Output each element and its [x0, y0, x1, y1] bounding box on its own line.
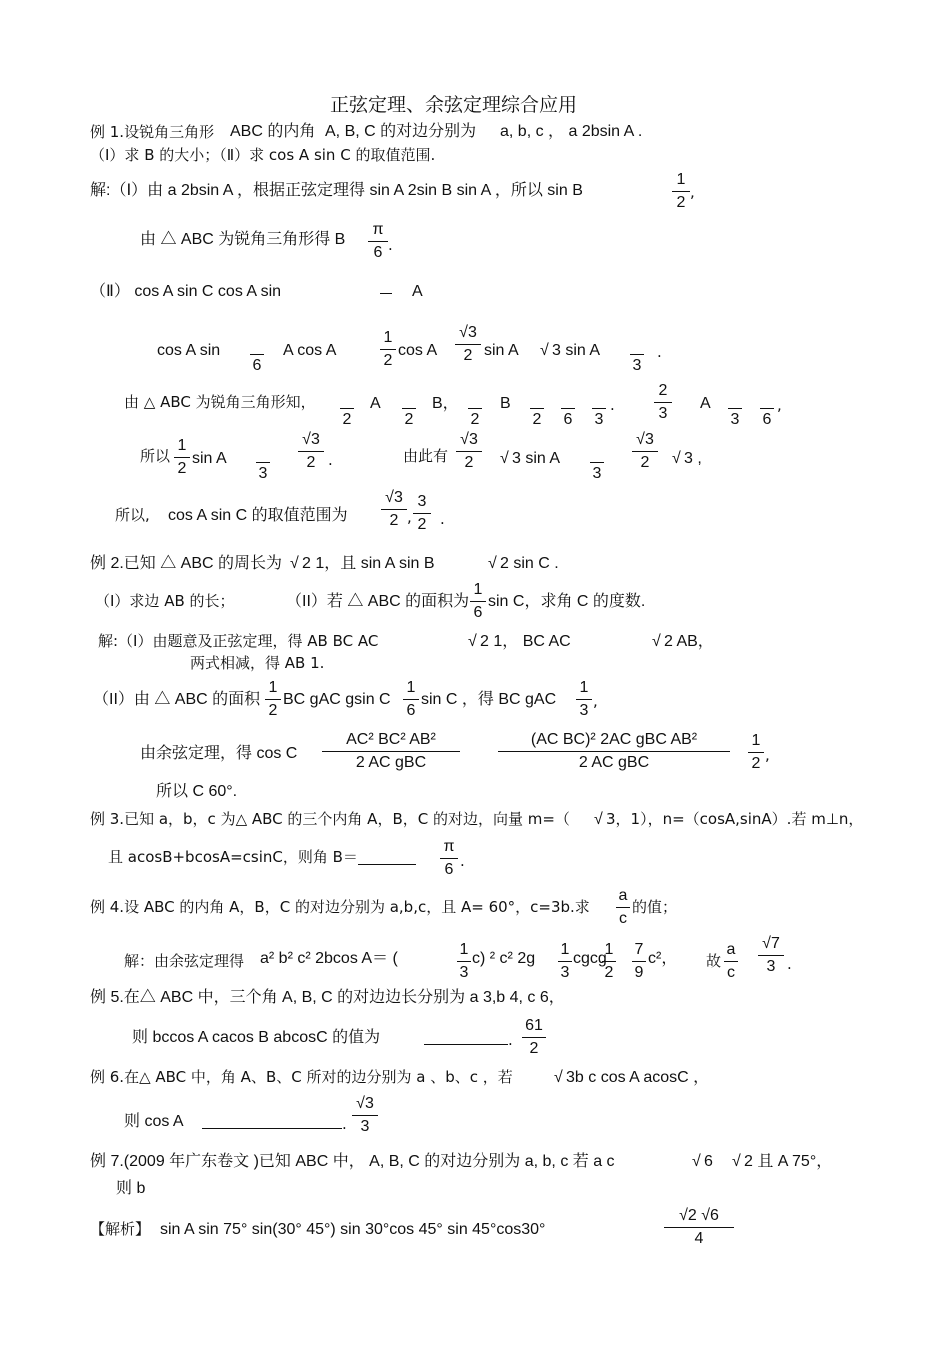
ex1-line-1b: ABC 的内角: [230, 123, 316, 140]
sol2-line-d: 由余弦定理，得 cos C: [140, 745, 298, 762]
sol1-line-a: 解:（Ⅰ）由 a 2bsin A ，根据正弦定理得 sin A 2sin B sin A ，所以 sin B: [90, 182, 583, 199]
sol7-label: 【解析】: [90, 1220, 151, 1238]
ex2-question-1: （I）求边 AB 的长；: [95, 592, 235, 610]
sol1-line-c: （Ⅱ） cos A sin C cos A sin: [90, 283, 282, 300]
ex6-line-a: 例 6.在△ ABC 中，角 A、B、C 所对的边分别为 a 、b、c ，若: [90, 1068, 513, 1086]
answer-blank[interactable]: [358, 850, 416, 865]
ex2-question-2: （II）若 △ ABC 的面积为: [286, 593, 470, 610]
ex1-question: （Ⅰ）求 B 的大小；（Ⅱ）求 cos A sin C 的取值范围.: [90, 146, 436, 164]
sol2-line-e: 所以 C 60°.: [156, 783, 238, 800]
ex3-line-c: 且 acosB+bcosA=csinC，则角 B＝: [108, 848, 358, 866]
sol1-line-b: 由 △ ABC 为锐角三角形得 B: [140, 231, 346, 248]
ex3-line-a: 例 3.已知 a，b，c 为△ ABC 的三个内角 A，B，C 的对边，向量 m=（: [90, 810, 570, 828]
answer-blank[interactable]: [202, 1114, 342, 1129]
sol1-line-d1: cos A sin: [157, 342, 221, 359]
document-page: 正弦定理、余弦定理综合应用 例 1.设锐角三角形 ABC 的内角 A, B, C 的对边分别为 a, b, c ， a 2bsin A . （Ⅰ）求 B 的大小；（Ⅱ）求 cos A sin C 的取值范围. 解:（Ⅰ）由 a 2bsin A ，根据正弦定理得 sin A 2sin B sin A ，所以 sin B $\frac{1}{2}$ , 由 △ ABC 为锐角三角形得 B $\frac{\pi}{6}$ . （Ⅱ） cos A sin C cos A sin A cos A sin 6 A cos A $\frac{1}{2}$ cos A $\frac{√3}{2}$ sin A √ 3 sin A 3 . 由 △ ABC 为锐角三角形知， 2 A 2 B， 2 B 2 6 3 . $\frac{2}{3}$ A 3 6 , 所以 $\frac{1}{2}$ sin A 3 $\frac{√3}{2}$ . 由此有 $\frac{√3}{2}$ √ 3 sin A 3 $\frac{√3}{2}$ √ 3 , 所以, cos A sin C 的取值范围为 $\frac{√3}{2}$ , $\frac{3}{2}$ . 例 2.已知 △ ABC 的周长为 √ 2 1，且 sin A sin B √ 2 sin C . （I）求边 AB 的长； （II）若 △ ABC 的面积为 $\frac{1}{6}$ sin C，求角 C 的度数. 解:（I）由题意及正弦定理，得 AB BC AC √ 2 1， BC AC √ 2 AB， 两式相减，得 AB 1. （II）由 △ ABC 的面积 $\frac{1}{2}$ BC gAC gsin C $\frac{1}{6}$ sin C ，得 BC gAC $\frac{1}{3}$ , 由余弦定理，得 cos C AC² BC² AB² 2 AC gBC (AC BC)² 2AC gBC AB² 2 AC gBC $\frac{1}{2}$ , 所以 C 60°. 例 3.已知 a，b，c 为△ ABC 的三个内角 A，B，C 的对边，向量 m=（ √ 3，1），n=（cosA,sinA）.若 m⊥n， 且 acosB+bcosA=csinC，则角 B＝ $\frac{\pi}{6}$ . 例 4.设 ABC 的内角 A，B，C 的对边分别为 a,b,c，且 A= 60°，c=3b.求 $\frac{a}{c}$ 的值； 解：由余弦定理得 a² b² c² 2bcos A＝ ( $\frac{1}{3}$ c) ² c² 2g $\frac{1}{3}$ cgcg $\frac{1}{2}$ $\frac{7}{9}$ c²， 故 $\frac{a}{c}$ $\frac{√7}{3}$ . 例 5.在△ ABC 中，三个角 A, B, C 的对边边长分别为 a 3,b 4, c 6， 则 bccos A cacos B abcosC 的值为 . $\frac{61}{2}$ 例 6.在△ ABC 中，角 A、B、C 所对的边分别为 a 、b、c ，若 √ 3b c cos A acosC ， 则 cos A . $\frac{√3}{3}$ 例 7.(2009 年广东卷文 )已知 ABC 中， A, B, C 的对边分别为 a, b, c 若 a c √ 6 √ 2 且 A 75°， 则 b 【解析】 sin A sin 75° sin(30° 45°) sin 30°cos 45° sin 45°cos30° $\frac{√2 √6}{4}$: [90, 94, 864, 1247]
ex1-line-1d: a, b, c ， a 2bsin A .: [500, 123, 643, 140]
sol2-line-a: 解:（I）由题意及正弦定理，得 AB BC AC: [98, 632, 379, 650]
ex7-line-d: 则 b: [116, 1180, 146, 1197]
ex5-line-b: 则 bccos A cacos B abcosC 的值为: [132, 1029, 381, 1046]
sol7-line: sin A sin 75° sin(30° 45°) sin 30°cos 45° sin 45°cos30°: [160, 1221, 546, 1238]
sol4-line-a: 解：由余弦定理得: [124, 952, 245, 970]
fraction-half: $\frac{1}{2}$: [672, 172, 690, 211]
ex5-line-a: 例 5.在△ ABC 中，三个角 A, B, C 的对边边长分别为 a 3,b 4, c 6，: [90, 989, 565, 1006]
ex2-line-a: 例 2.已知 △ ABC 的周长为: [90, 555, 283, 572]
sol2-line-c: （II）由 △ ABC 的面积: [93, 691, 261, 708]
ex6-line-c: 则 cos A: [124, 1113, 184, 1130]
sol2-line-b: 两式相减，得 AB 1.: [190, 654, 325, 672]
ex1-line-1a: 例 1.设锐角三角形: [90, 123, 215, 141]
page-title: 正弦定理、余弦定理综合应用: [330, 94, 578, 116]
answer-blank[interactable]: [424, 1030, 508, 1045]
ex4-line-a: 例 4.设 ABC 的内角 A，B，C 的对边分别为 a,b,c，且 A= 60°，c=3b.求: [90, 898, 590, 916]
sol1-line-e: 由 △ ABC 为锐角三角形知，: [124, 393, 316, 411]
fraction-pi-6: $\frac{\pi}{6}$: [368, 222, 388, 261]
ex7-line-a: 例 7.(2009 年广东卷文 )已知 ABC 中， A, B, C 的对边分别为 a, b, c 若 a c: [90, 1153, 615, 1170]
ex3-answer: $\frac{\pi}{6}$: [440, 839, 458, 878]
ex1-line-1c: A, B, C 的对边分别为: [325, 123, 477, 140]
